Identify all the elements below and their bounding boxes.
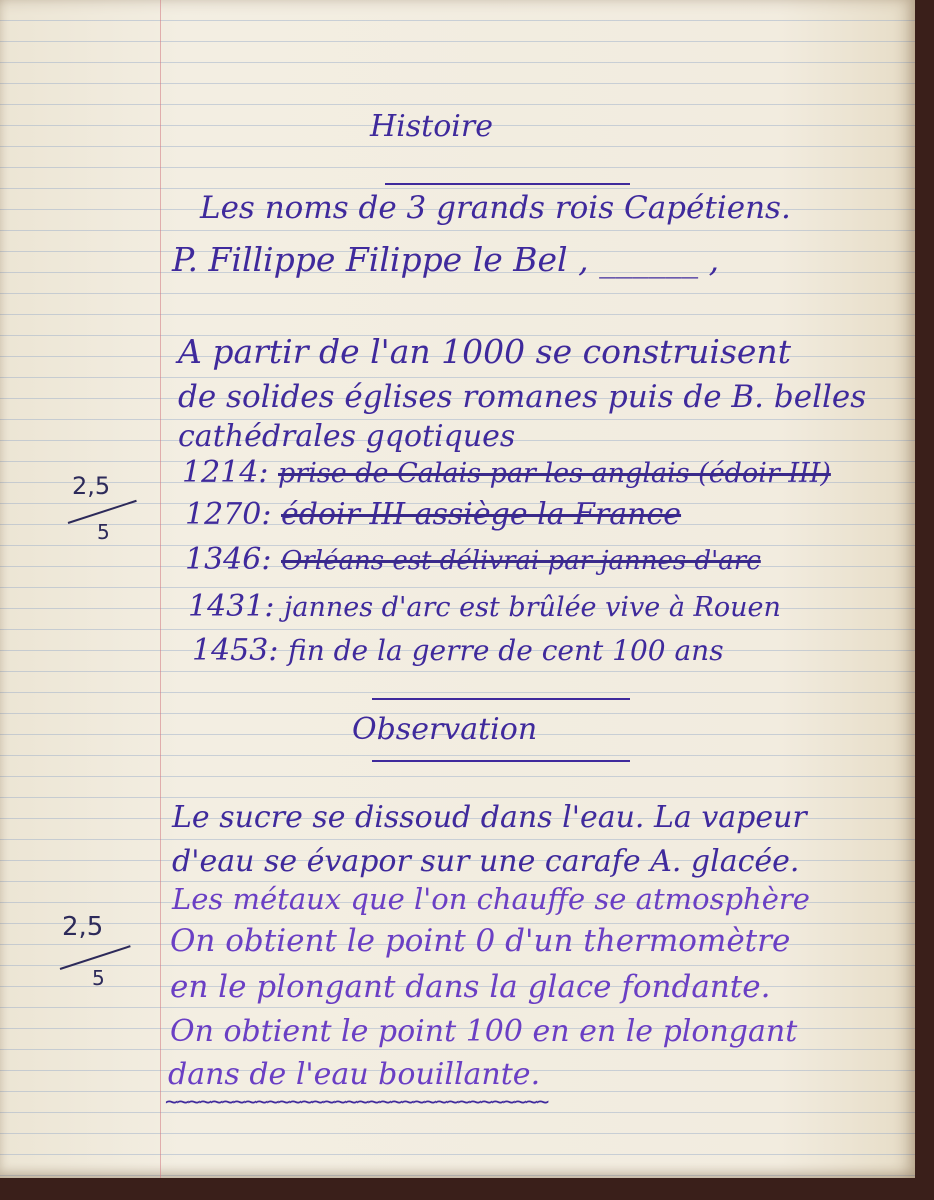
observation-grade-score: 2,5	[62, 912, 104, 942]
date-year: 1346:	[185, 542, 272, 577]
date-text: prise de Calais par les anglais (édoir III)	[278, 458, 831, 489]
date-year: 1431:	[188, 589, 275, 624]
history-kings: P. Fillippe Filippe le Bel , ______ ,	[172, 240, 720, 279]
observation-line: Les métaux que l'on chauffe se atmosphère	[172, 882, 810, 916]
history-grade-total: 5	[97, 520, 110, 544]
history-paragraph-line-2: de solides églises romanes puis de B. belles	[178, 379, 867, 415]
date-text: édoir III assiège la France	[281, 497, 682, 532]
history-paragraph-line-3: cathédrales gqotiques	[178, 419, 516, 454]
date-text: jannes d'arc est brûlée vive à Rouen	[284, 592, 781, 623]
observation-line: On obtient le point 100 en en le plongant	[170, 1014, 798, 1049]
observation-title-rule	[372, 760, 630, 762]
date-row	[188, 589, 781, 624]
date-row	[182, 455, 831, 490]
date-year: 1453:	[192, 633, 279, 668]
history-subtitle: Les noms de 3 grands rois Capétiens.	[200, 190, 791, 226]
history-grade-score: 2,5	[72, 472, 111, 500]
observation-title: Observation	[352, 712, 538, 747]
history-title-rule	[385, 183, 630, 185]
observation-grade-total: 5	[92, 966, 105, 990]
observation-line: Le sucre se dissoud dans l'eau. La vapeur	[172, 800, 807, 835]
date-text: fin de la gerre de cent 100 ans	[288, 634, 724, 667]
date-row	[185, 542, 761, 577]
wavy-underline: ~~~~~~~~~~~~~~~~~~~~~~~~~~~~~~~~~~	[165, 1090, 548, 1115]
history-paragraph-line-1: A partir de l'an 1000 se construisent	[178, 332, 791, 371]
date-row	[192, 633, 724, 668]
observation-line: en le plongant dans la glace fondante.	[170, 969, 771, 1005]
margin-line	[160, 0, 161, 1178]
date-row	[185, 497, 682, 532]
observation-line: d'eau se évapor sur une carafe A. glacée.	[172, 844, 800, 879]
observation-line: On obtient le point 0 d'un thermomètre	[170, 923, 791, 959]
observation-line: dans de l'eau bouillante.	[168, 1057, 541, 1092]
section-separator-rule	[372, 698, 630, 700]
date-text: Orléans est délivrai par jannes d'arc	[281, 546, 761, 576]
history-title: Histoire	[370, 109, 493, 144]
date-year: 1270:	[185, 497, 272, 532]
date-year: 1214:	[182, 455, 269, 490]
